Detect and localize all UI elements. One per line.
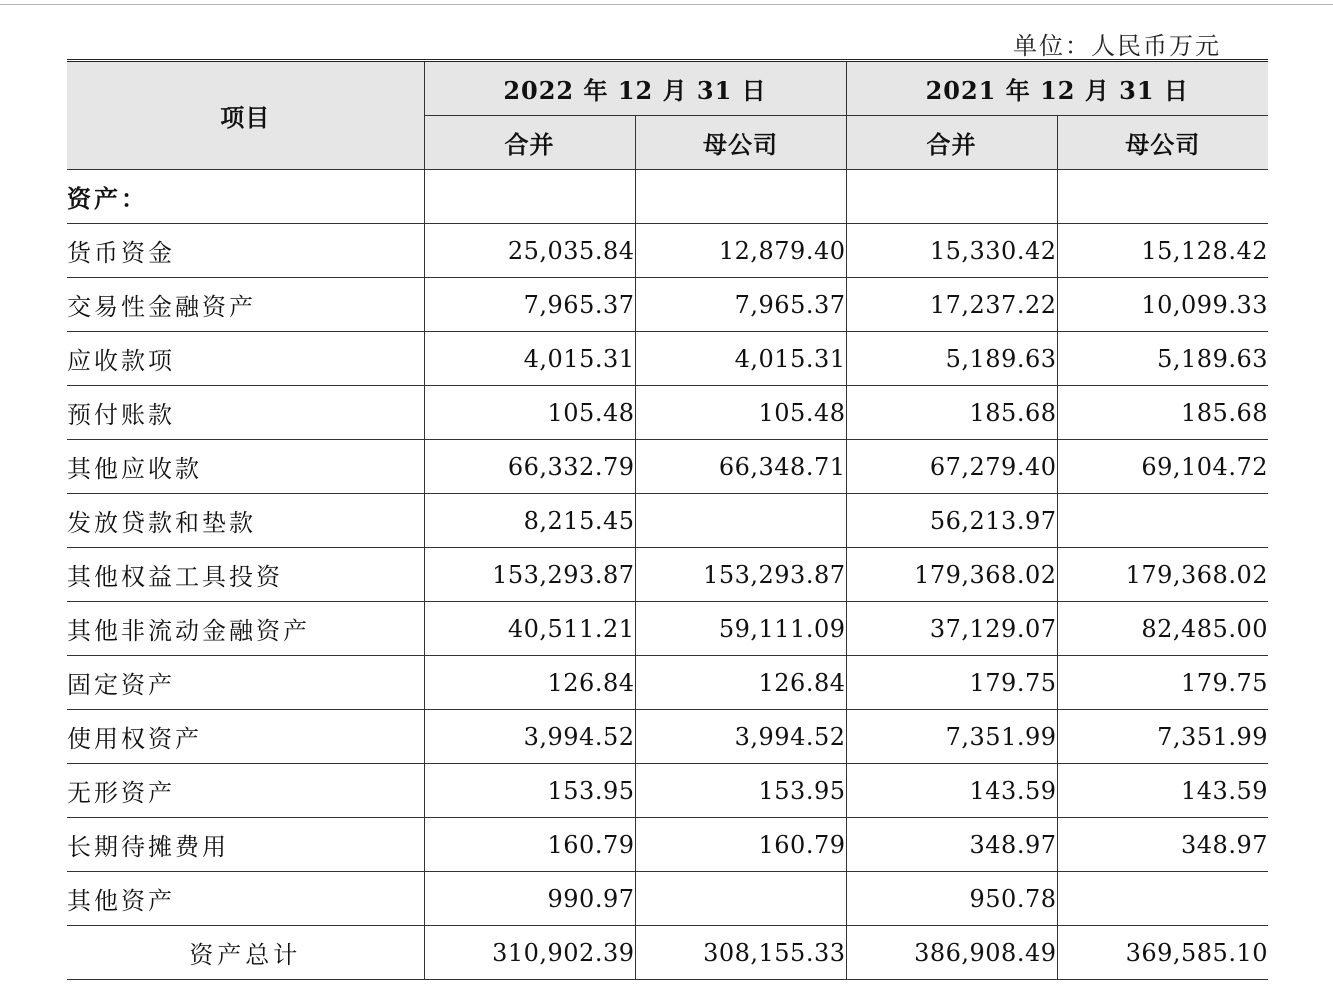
value-consolidated-2022: 25,035.84 [424, 224, 635, 278]
table-row [67, 872, 1268, 926]
table-row [67, 332, 1268, 386]
unit-label: 单位：人民币万元 [1013, 32, 1221, 60]
table-row [67, 710, 1268, 764]
total-parent-2022: 308,155.33 [635, 926, 846, 980]
value-parent-2022 [635, 872, 846, 926]
table-row [67, 818, 1268, 872]
row-label: 其他应收款 [67, 440, 424, 494]
table-row [67, 764, 1268, 818]
header-consolidated-2021: 合并 [846, 116, 1057, 170]
row-label: 预付账款 [67, 386, 424, 440]
section-title: 资产： [67, 170, 424, 224]
value-parent-2022: 3,994.52 [635, 710, 846, 764]
row-label: 其他资产 [67, 872, 424, 926]
value-consolidated-2022: 3,994.52 [424, 710, 635, 764]
header-item: 项目 [67, 61, 424, 170]
value-consolidated-2021: 56,213.97 [846, 494, 1057, 548]
table-row [67, 602, 1268, 656]
table-row [67, 386, 1268, 440]
value-parent-2022: 4,015.31 [635, 332, 846, 386]
value-parent-2021: 82,485.00 [1057, 602, 1268, 656]
table-row [67, 656, 1268, 710]
value-parent-2022: 105.48 [635, 386, 846, 440]
value-consolidated-2021: 185.68 [846, 386, 1057, 440]
table-body [67, 170, 1268, 980]
value-parent-2022 [635, 494, 846, 548]
table-row [67, 548, 1268, 602]
value-consolidated-2021: 5,189.63 [846, 332, 1057, 386]
row-label: 其他权益工具投资 [67, 548, 424, 602]
value-consolidated-2021: 37,129.07 [846, 602, 1057, 656]
row-label: 交易性金融资产 [67, 278, 424, 332]
value-consolidated-2022: 990.97 [424, 872, 635, 926]
value-consolidated-2022: 126.84 [424, 656, 635, 710]
value-parent-2022: 12,879.40 [635, 224, 846, 278]
table-header [67, 61, 1268, 170]
value-parent-2021: 7,351.99 [1057, 710, 1268, 764]
balance-sheet-table [67, 59, 1268, 980]
row-label: 长期待摊费用 [67, 818, 424, 872]
value-parent-2021 [1057, 872, 1268, 926]
total-label: 资产总计 [67, 926, 424, 980]
row-label: 货币资金 [67, 224, 424, 278]
value-consolidated-2022: 4,015.31 [424, 332, 635, 386]
value-parent-2022: 153.95 [635, 764, 846, 818]
value-consolidated-2021: 348.97 [846, 818, 1057, 872]
table-row [67, 440, 1268, 494]
empty-cell [635, 170, 846, 224]
value-consolidated-2022: 153.95 [424, 764, 635, 818]
page-top-rule [0, 4, 1333, 5]
value-parent-2021 [1057, 494, 1268, 548]
value-parent-2022: 7,965.37 [635, 278, 846, 332]
row-label: 固定资产 [67, 656, 424, 710]
section-row-assets [67, 170, 1268, 224]
value-consolidated-2022: 8,215.45 [424, 494, 635, 548]
table-row [67, 278, 1268, 332]
header-period-2022: 2022 年 12 月 31 日 [424, 61, 846, 116]
value-consolidated-2022: 66,332.79 [424, 440, 635, 494]
value-parent-2021: 5,189.63 [1057, 332, 1268, 386]
value-consolidated-2021: 67,279.40 [846, 440, 1057, 494]
value-parent-2022: 160.79 [635, 818, 846, 872]
value-consolidated-2021: 179.75 [846, 656, 1057, 710]
empty-cell [1057, 170, 1268, 224]
row-label: 其他非流动金融资产 [67, 602, 424, 656]
total-row [67, 926, 1268, 980]
row-label: 使用权资产 [67, 710, 424, 764]
header-consolidated-2022: 合并 [424, 116, 635, 170]
header-period-2021: 2021 年 12 月 31 日 [846, 61, 1268, 116]
value-consolidated-2021: 17,237.22 [846, 278, 1057, 332]
table-row [67, 494, 1268, 548]
total-parent-2021: 369,585.10 [1057, 926, 1268, 980]
value-parent-2022: 126.84 [635, 656, 846, 710]
row-label: 发放贷款和垫款 [67, 494, 424, 548]
value-consolidated-2021: 950.78 [846, 872, 1057, 926]
header-row-periods [67, 61, 1268, 116]
row-label: 无形资产 [67, 764, 424, 818]
table-row [67, 224, 1268, 278]
value-consolidated-2022: 105.48 [424, 386, 635, 440]
value-parent-2022: 59,111.09 [635, 602, 846, 656]
total-consolidated-2021: 386,908.49 [846, 926, 1057, 980]
value-consolidated-2021: 15,330.42 [846, 224, 1057, 278]
value-consolidated-2022: 153,293.87 [424, 548, 635, 602]
value-parent-2021: 348.97 [1057, 818, 1268, 872]
value-consolidated-2021: 143.59 [846, 764, 1057, 818]
empty-cell [424, 170, 635, 224]
row-label: 应收款项 [67, 332, 424, 386]
value-consolidated-2021: 7,351.99 [846, 710, 1057, 764]
value-consolidated-2022: 40,511.21 [424, 602, 635, 656]
value-consolidated-2021: 179,368.02 [846, 548, 1057, 602]
header-parent-2022: 母公司 [635, 116, 846, 170]
value-parent-2021: 185.68 [1057, 386, 1268, 440]
value-parent-2022: 153,293.87 [635, 548, 846, 602]
header-parent-2021: 母公司 [1057, 116, 1268, 170]
total-consolidated-2022: 310,902.39 [424, 926, 635, 980]
value-parent-2021: 69,104.72 [1057, 440, 1268, 494]
value-parent-2022: 66,348.71 [635, 440, 846, 494]
value-parent-2021: 179.75 [1057, 656, 1268, 710]
value-parent-2021: 143.59 [1057, 764, 1268, 818]
value-consolidated-2022: 7,965.37 [424, 278, 635, 332]
value-parent-2021: 15,128.42 [1057, 224, 1268, 278]
value-consolidated-2022: 160.79 [424, 818, 635, 872]
empty-cell [846, 170, 1057, 224]
value-parent-2021: 10,099.33 [1057, 278, 1268, 332]
value-parent-2021: 179,368.02 [1057, 548, 1268, 602]
